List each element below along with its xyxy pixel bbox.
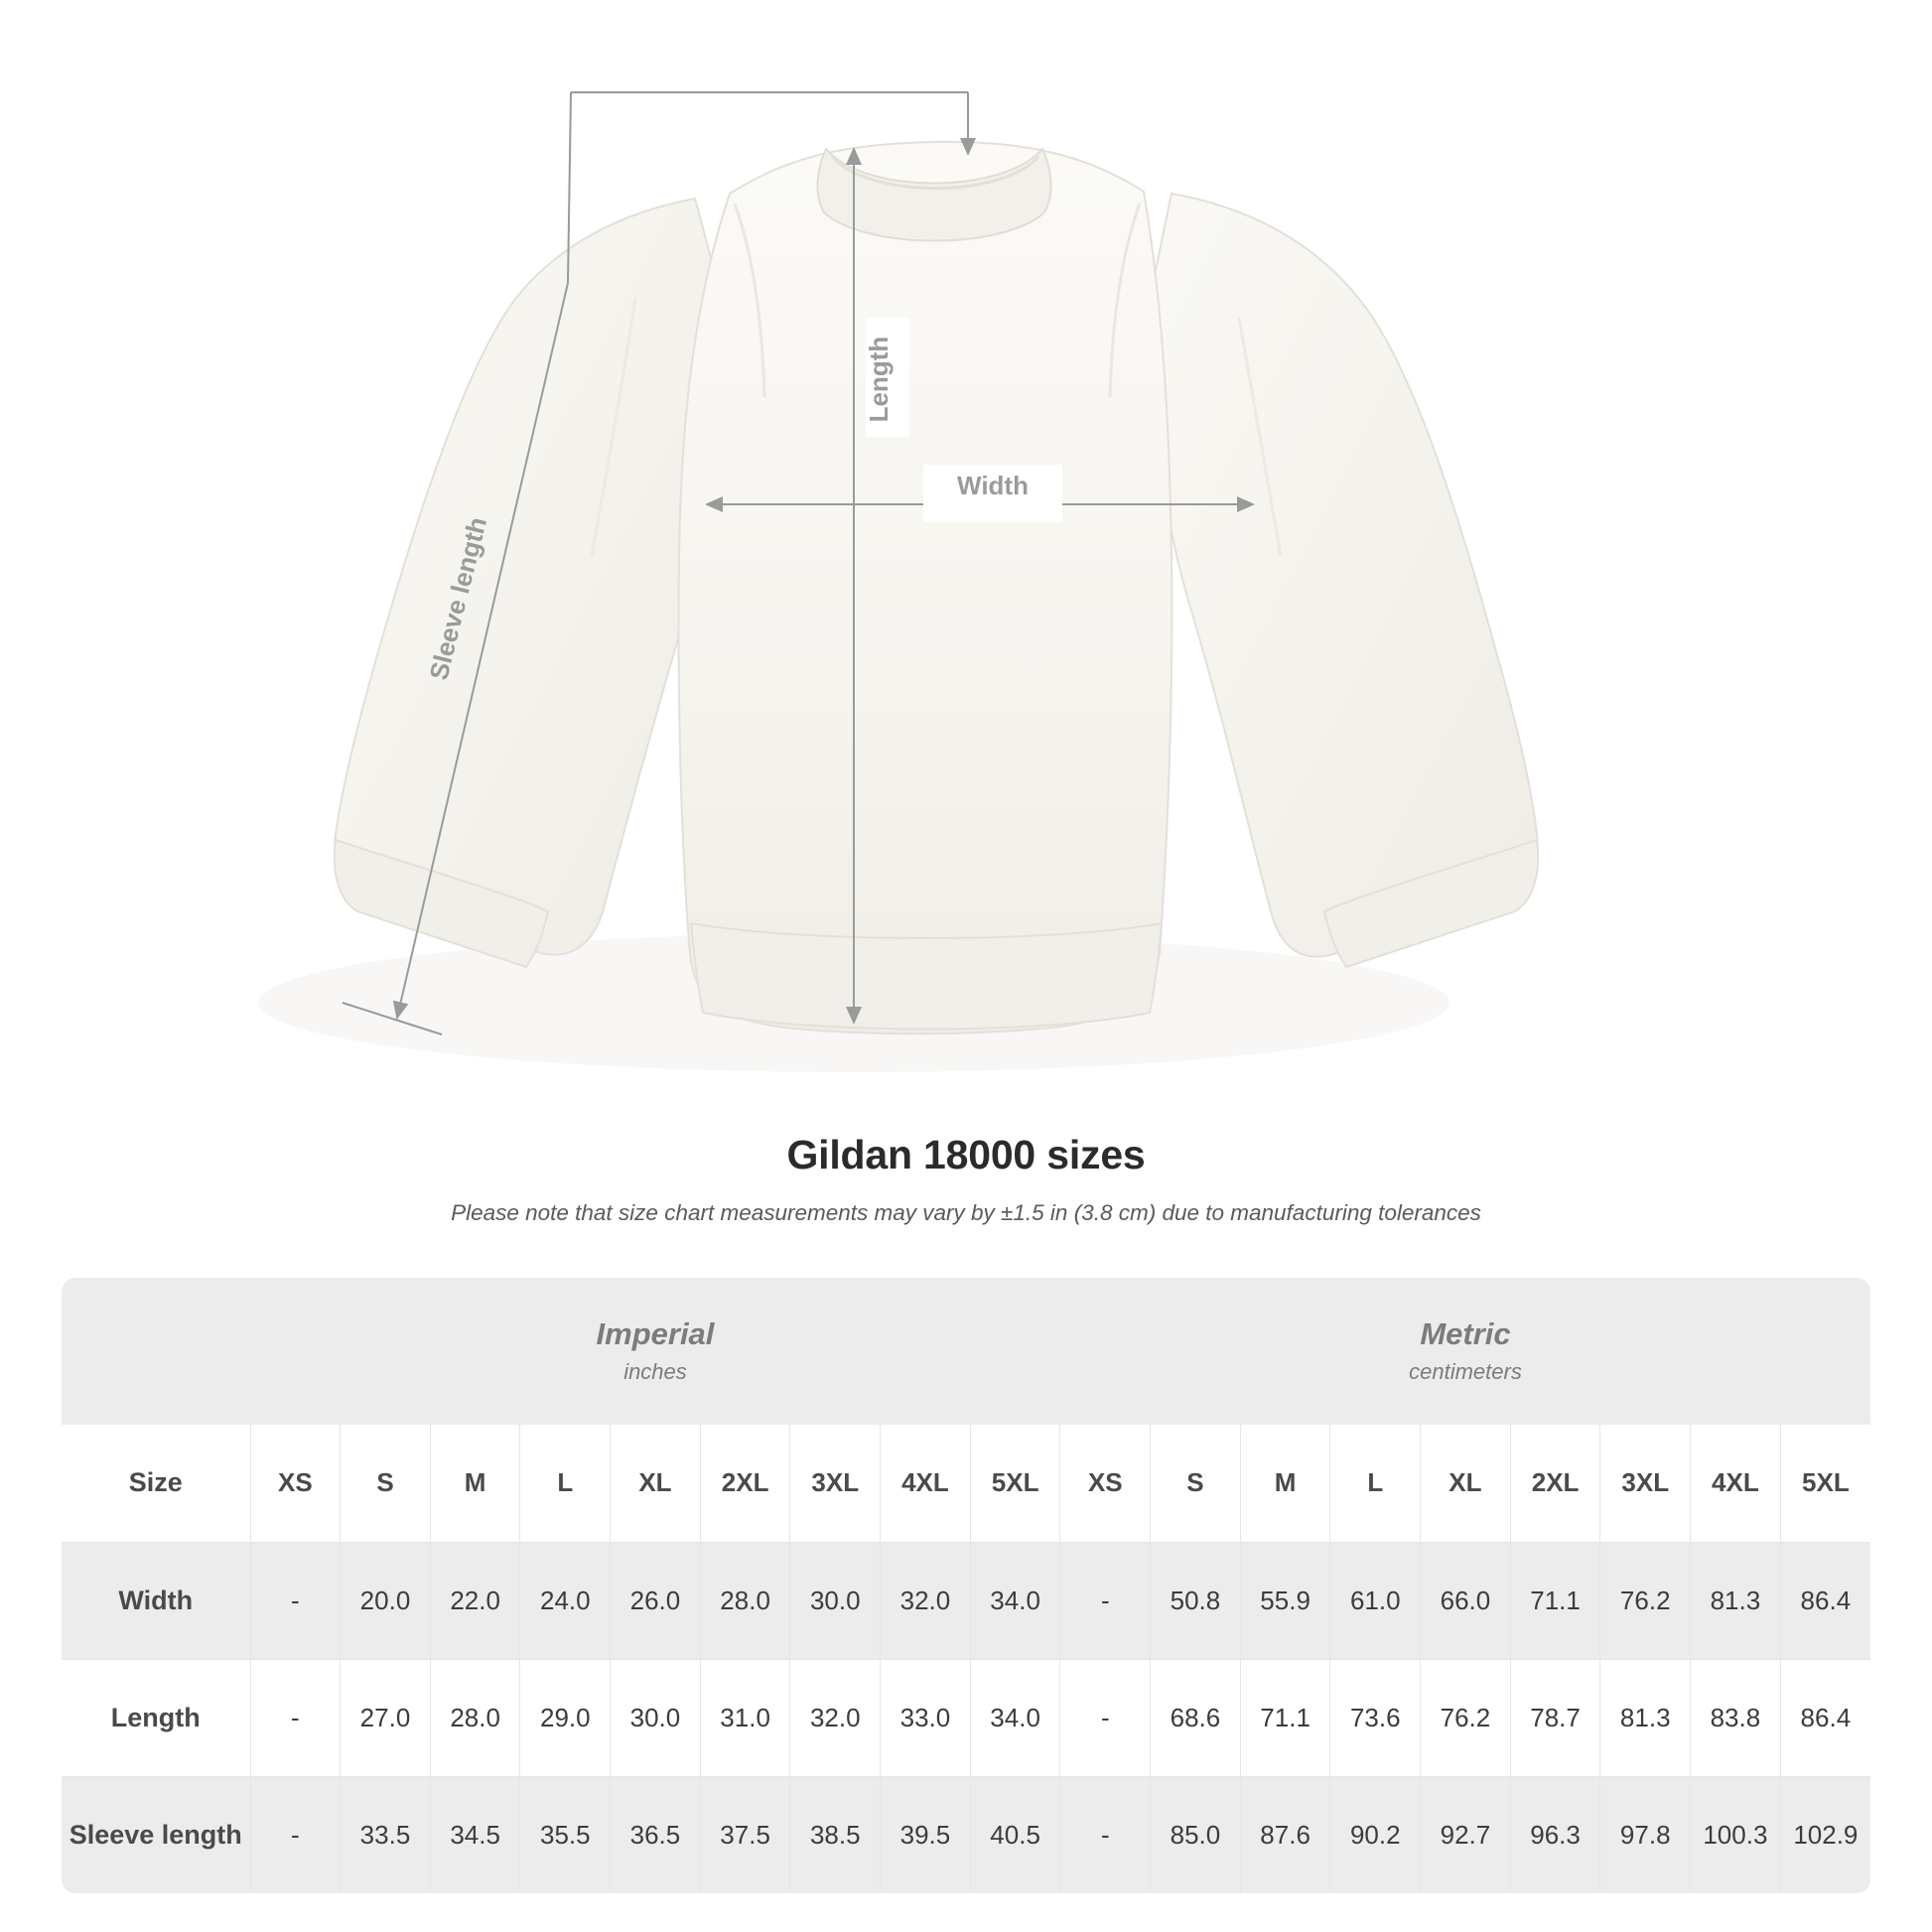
unit-header-imperial — [250, 1278, 1060, 1425]
size-header-cell: M — [430, 1425, 520, 1542]
page-title: Gildan 18000 sizes — [786, 1132, 1146, 1177]
measurement-cell: 33.0 — [881, 1659, 971, 1776]
measurement-cell: 31.0 — [700, 1659, 790, 1776]
measurement-cell: 83.8 — [1691, 1659, 1781, 1776]
measurement-cell: 73.6 — [1330, 1659, 1421, 1776]
unit-header-row — [62, 1278, 1870, 1425]
table-row — [62, 1542, 1870, 1659]
size-header-row — [62, 1425, 1870, 1542]
size-header-cell: 5XL — [970, 1425, 1060, 1542]
size-header-cell: 4XL — [881, 1425, 971, 1542]
measurement-cell: 38.5 — [790, 1776, 881, 1893]
unit-subtitle: centimeters — [1409, 1359, 1522, 1385]
row-label: Sleeve length — [62, 1776, 250, 1893]
measurement-cell: 55.9 — [1240, 1542, 1330, 1659]
size-header-cell: 5XL — [1780, 1425, 1870, 1542]
measurement-cell: 78.7 — [1510, 1659, 1600, 1776]
size-header-cell: XS — [1060, 1425, 1151, 1542]
size-table-container — [62, 1278, 1870, 1893]
measurement-cell: 36.5 — [611, 1776, 701, 1893]
measurement-cell: - — [250, 1776, 341, 1893]
measurement-cell: 24.0 — [520, 1542, 611, 1659]
measurement-cell: 30.0 — [611, 1659, 701, 1776]
size-header-cell: 2XL — [1510, 1425, 1600, 1542]
measurement-cell: - — [1060, 1542, 1151, 1659]
measurement-cell: 35.5 — [520, 1776, 611, 1893]
measurement-cell: - — [250, 1659, 341, 1776]
size-header-cell: L — [1330, 1425, 1421, 1542]
table-corner-cell — [62, 1278, 250, 1425]
measurement-cell: 33.5 — [341, 1776, 431, 1893]
measurement-cell: 26.0 — [611, 1542, 701, 1659]
measurement-cell: 28.0 — [430, 1659, 520, 1776]
measurement-cell: 92.7 — [1421, 1776, 1511, 1893]
measurement-cell: 81.3 — [1691, 1542, 1781, 1659]
size-header-cell: 3XL — [790, 1425, 881, 1542]
size-table — [62, 1278, 1870, 1893]
unit-name: Imperial — [596, 1315, 715, 1351]
row-label: Length — [62, 1659, 250, 1776]
size-header-cell: 4XL — [1691, 1425, 1781, 1542]
measurement-cell: 66.0 — [1421, 1542, 1511, 1659]
size-header-cell: S — [341, 1425, 431, 1542]
measurement-cell: 20.0 — [341, 1542, 431, 1659]
measurement-cell: 28.0 — [700, 1542, 790, 1659]
measurement-cell: 71.1 — [1240, 1659, 1330, 1776]
length-label: Length — [864, 336, 894, 423]
measurement-cell: 68.6 — [1151, 1659, 1241, 1776]
measurement-cell: - — [1060, 1659, 1151, 1776]
measurement-cell: 27.0 — [341, 1659, 431, 1776]
measurement-cell: 32.0 — [790, 1659, 881, 1776]
chart-heading-block — [0, 1132, 1932, 1226]
width-label: Width — [957, 471, 1029, 500]
measurement-cell: 22.0 — [430, 1542, 520, 1659]
measurement-cell: 34.5 — [430, 1776, 520, 1893]
size-header-cell: 3XL — [1600, 1425, 1691, 1542]
measurement-cell: - — [1060, 1776, 1151, 1893]
tolerance-note: Please note that size chart measurements may vary by ±1.5 in (3.8 cm) due to manufacturing tolerances — [451, 1200, 1481, 1225]
table-row — [62, 1659, 1870, 1776]
measurement-cell: 85.0 — [1151, 1776, 1241, 1893]
measurement-cell: 34.0 — [970, 1542, 1060, 1659]
measurement-cell: 39.5 — [881, 1776, 971, 1893]
measurement-cell: 81.3 — [1600, 1659, 1691, 1776]
size-header-cell: S — [1151, 1425, 1241, 1542]
measurement-cell: 97.8 — [1600, 1776, 1691, 1893]
sleeve-length-label: Sleeve length — [423, 513, 493, 683]
measurement-cell: 87.6 — [1240, 1776, 1330, 1893]
measurement-cell: 102.9 — [1780, 1776, 1870, 1893]
size-header-cell: 2XL — [700, 1425, 790, 1542]
table-row — [62, 1776, 1870, 1893]
size-label-cell: Size — [62, 1425, 250, 1542]
measurement-cell: 37.5 — [700, 1776, 790, 1893]
size-header-cell: XL — [611, 1425, 701, 1542]
measurement-cell: 90.2 — [1330, 1776, 1421, 1893]
measurement-cell: - — [250, 1542, 341, 1659]
measurement-cell: 86.4 — [1780, 1542, 1870, 1659]
measurement-cell: 76.2 — [1600, 1542, 1691, 1659]
unit-name: Metric — [1420, 1315, 1511, 1351]
measurement-cell: 40.5 — [970, 1776, 1060, 1893]
measurement-cell: 96.3 — [1510, 1776, 1600, 1893]
sweatshirt-shape — [335, 142, 1538, 1034]
unit-subtitle: inches — [623, 1359, 687, 1385]
row-label: Width — [62, 1542, 250, 1659]
size-header-cell: L — [520, 1425, 611, 1542]
measurement-cell: 71.1 — [1510, 1542, 1600, 1659]
measurement-cell: 30.0 — [790, 1542, 881, 1659]
unit-header-metric — [1060, 1278, 1870, 1425]
measurement-cell: 76.2 — [1421, 1659, 1511, 1776]
size-header-cell: XS — [250, 1425, 341, 1542]
size-header-cell: M — [1240, 1425, 1330, 1542]
measurement-cell: 34.0 — [970, 1659, 1060, 1776]
measurement-cell: 61.0 — [1330, 1542, 1421, 1659]
measurement-cell: 100.3 — [1691, 1776, 1781, 1893]
size-header-cell: XL — [1421, 1425, 1511, 1542]
measurement-cell: 86.4 — [1780, 1659, 1870, 1776]
measurement-cell: 32.0 — [881, 1542, 971, 1659]
measurement-cell: 29.0 — [520, 1659, 611, 1776]
measurement-cell: 50.8 — [1151, 1542, 1241, 1659]
